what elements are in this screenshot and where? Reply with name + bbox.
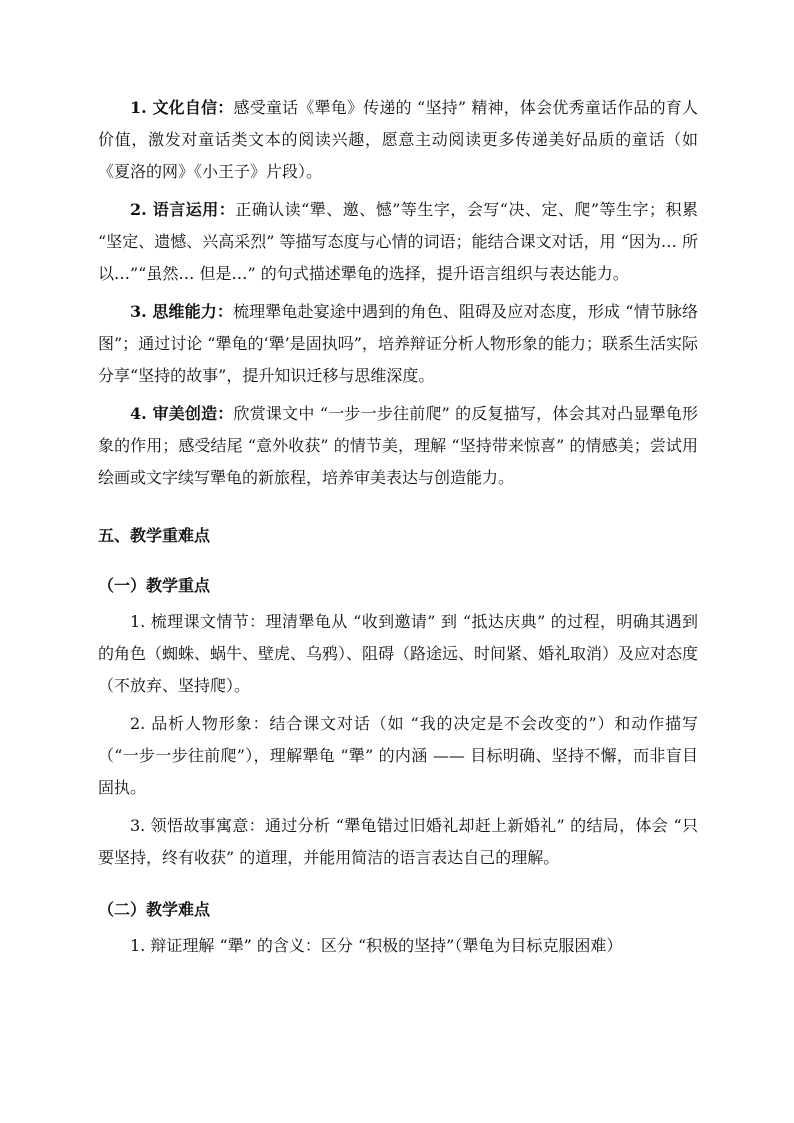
objective-culture	[98, 92, 698, 188]
objective-sep: ：	[218, 200, 236, 219]
objective-text: 欣赏课文中 “一步一步往前爬” 的反复描写，体会其对凸显犟龟形象的作用；感受结尾 “意外收获” 的情节美，理解 “坚持带来惊喜” 的情感美；尝试用绘画或文字续写犟龟的新旅程，培养审美表达与创造能力。	[98, 404, 698, 487]
objective-lead: 3. 思维能力	[130, 302, 217, 321]
objective-text: 正确认读“犟、邀、憾”等生字，会写“决、定、爬”等生字；积累 “坚定、遗憾、兴高采烈” 等描写态度与心情的词语；能结合课文对话，用 “因为… 所以…”“虽然… 但是…” 的句式描述犟龟的选择，提升语言组织与表达能力。	[98, 200, 698, 283]
focus-item: 2. 品析人物形象：结合课文对话（如 “我的决定是不会改变的”）和动作描写（“一步一步往前爬”），理解犟龟 “犟” 的内涵 —— 目标明确、坚持不懈，而非盲目固执。	[98, 714, 698, 797]
subsection-heading-difficulty: （二）教学难点	[98, 900, 211, 919]
subsection-heading-focus: （一）教学重点	[98, 576, 211, 595]
objective-lead: 2. 语言运用	[130, 200, 219, 219]
objective-text: 梳理犟龟赴宴途中遇到的角色、阻碍及应对态度，形成 “情节脉络图”；通过讨论 “犟龟的‘犟’是固执吗”，培养辩证分析人物形象的能力；联系生活实际分享“坚持的故事”，提升知识迁移与思维深度。	[98, 302, 698, 385]
objective-lead: 4. 审美创造	[130, 404, 218, 423]
objective-thinking	[98, 296, 698, 392]
objective-sep: ：	[216, 302, 234, 321]
objective-language	[98, 194, 698, 290]
objective-lead: 1. 文化自信	[130, 98, 218, 117]
focus-item: 1. 梳理课文情节：理清犟龟从 “收到邀请” 到 “抵达庆典” 的过程，明确其遇到的角色（蜘蛛、蜗牛、壁虎、乌鸦）、阻碍（路途远、时间紧、婚礼取消）及应对态度（不放弃、坚持爬）。	[98, 612, 699, 695]
objective-sep: ：	[217, 404, 234, 423]
document-page	[98, 92, 698, 968]
difficulty-item: 1. 辩证理解 “犟” 的含义：区分 “积极的坚持”（犟龟为目标克服困难）	[130, 936, 623, 955]
section-heading: 五、教学重难点	[98, 526, 211, 545]
objective-sep: ：	[217, 98, 234, 117]
objective-text: 感受童话《犟龟》传递的 “坚持” 精神，体会优秀童话作品的育人价值，激发对童话类文本的阅读兴趣，愿意主动阅读更多传递美好品质的童话（如《夏洛的网》《小王子》片段）。	[98, 98, 698, 181]
focus-item: 3. 领悟故事寓意：通过分析 “犟龟错过旧婚礼却赶上新婚礼” 的结局，体会 “只要坚持，终有收获” 的道理，并能用简洁的语言表达自己的理解。	[98, 816, 698, 867]
objective-aesthetic	[98, 398, 698, 494]
